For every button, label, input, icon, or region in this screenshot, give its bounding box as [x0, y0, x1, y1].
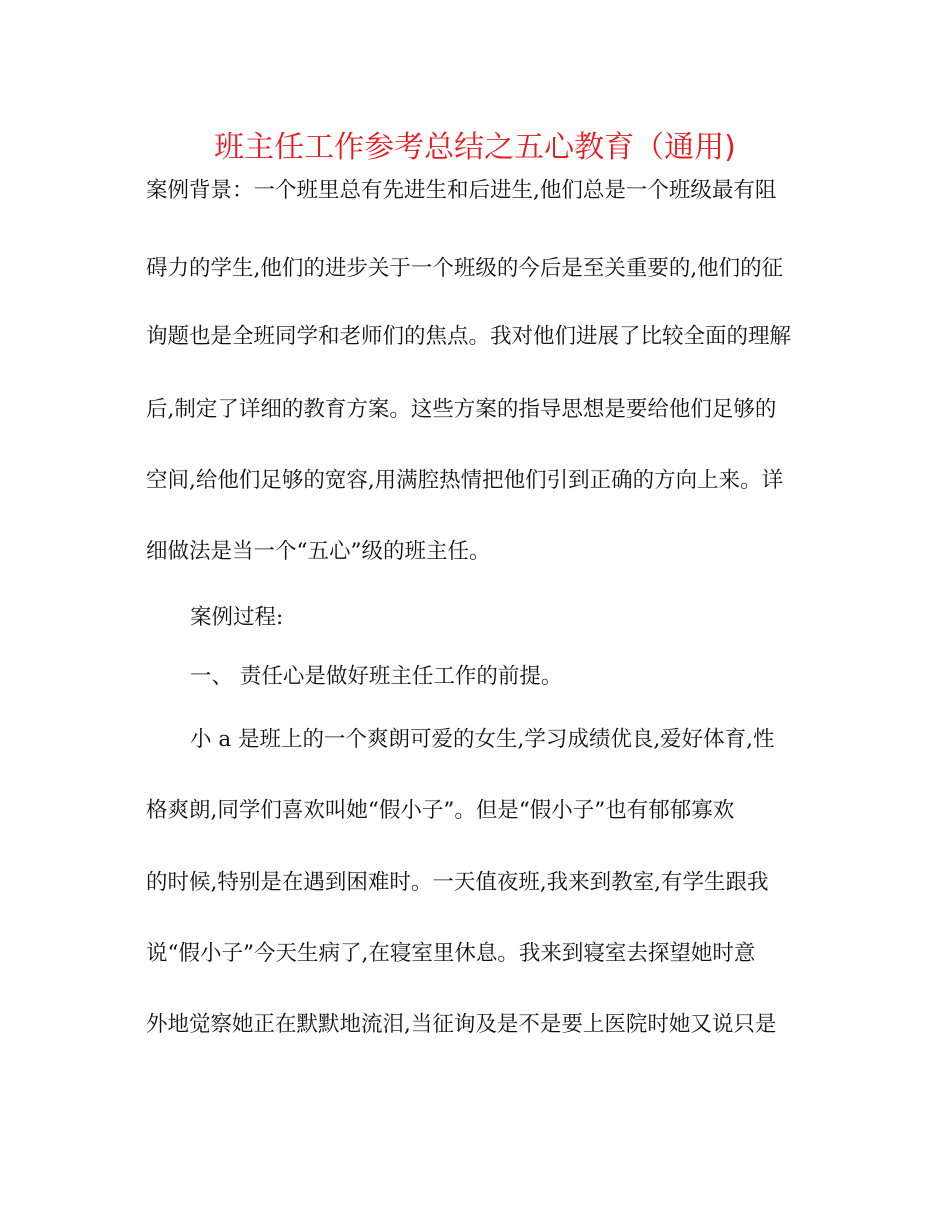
document-title: 班主任工作参考总结之五心教育（通用) — [214, 130, 736, 165]
paragraph-line: 外地觉察她正在默默地流泪,当征询及是不是要上医院时她又说只是 — [146, 1012, 777, 1037]
paragraph-line: 小 a 是班上的一个爽朗可爱的女生,学习成绩优良,爱好体育,性 — [190, 727, 775, 752]
paragraph-line: 格爽朗,同学们喜欢叫她“假小子”。但是“假小子”也有郁郁寡欢 — [146, 798, 735, 823]
paragraph-line: 案例背景：一个班里总有先进生和后进生,他们总是一个班级最有阻 — [146, 178, 777, 203]
paragraph-line: 空间,给他们足够的宽容,用满腔热情把他们引到正确的方向上来。详 — [146, 468, 784, 493]
paragraph-line: 的时候,特别是在遇到困难时。一天值夜班,我来到教室,有学生跟我 — [146, 870, 769, 895]
section-heading: 案例过程: — [190, 605, 284, 630]
paragraph-line: 后,制定了详细的教育方案。这些方案的指导思想是要给他们足够的 — [146, 397, 777, 422]
paragraph-line: 说“假小子”今天生病了,在寝室里休息。我来到寝室去探望她时意 — [146, 941, 756, 966]
paragraph-line: 碍力的学生,他们的进步关于一个班级的今后是至关重要的,他们的征 — [146, 256, 784, 281]
section-heading: 一、 责任心是做好班主任工作的前提。 — [190, 664, 563, 689]
paragraph-line: 询题也是全班同学和老师们的焦点。我对他们进展了比较全面的理解 — [146, 324, 792, 349]
paragraph-line: 细做法是当一个“五心”级的班主任。 — [146, 539, 491, 564]
